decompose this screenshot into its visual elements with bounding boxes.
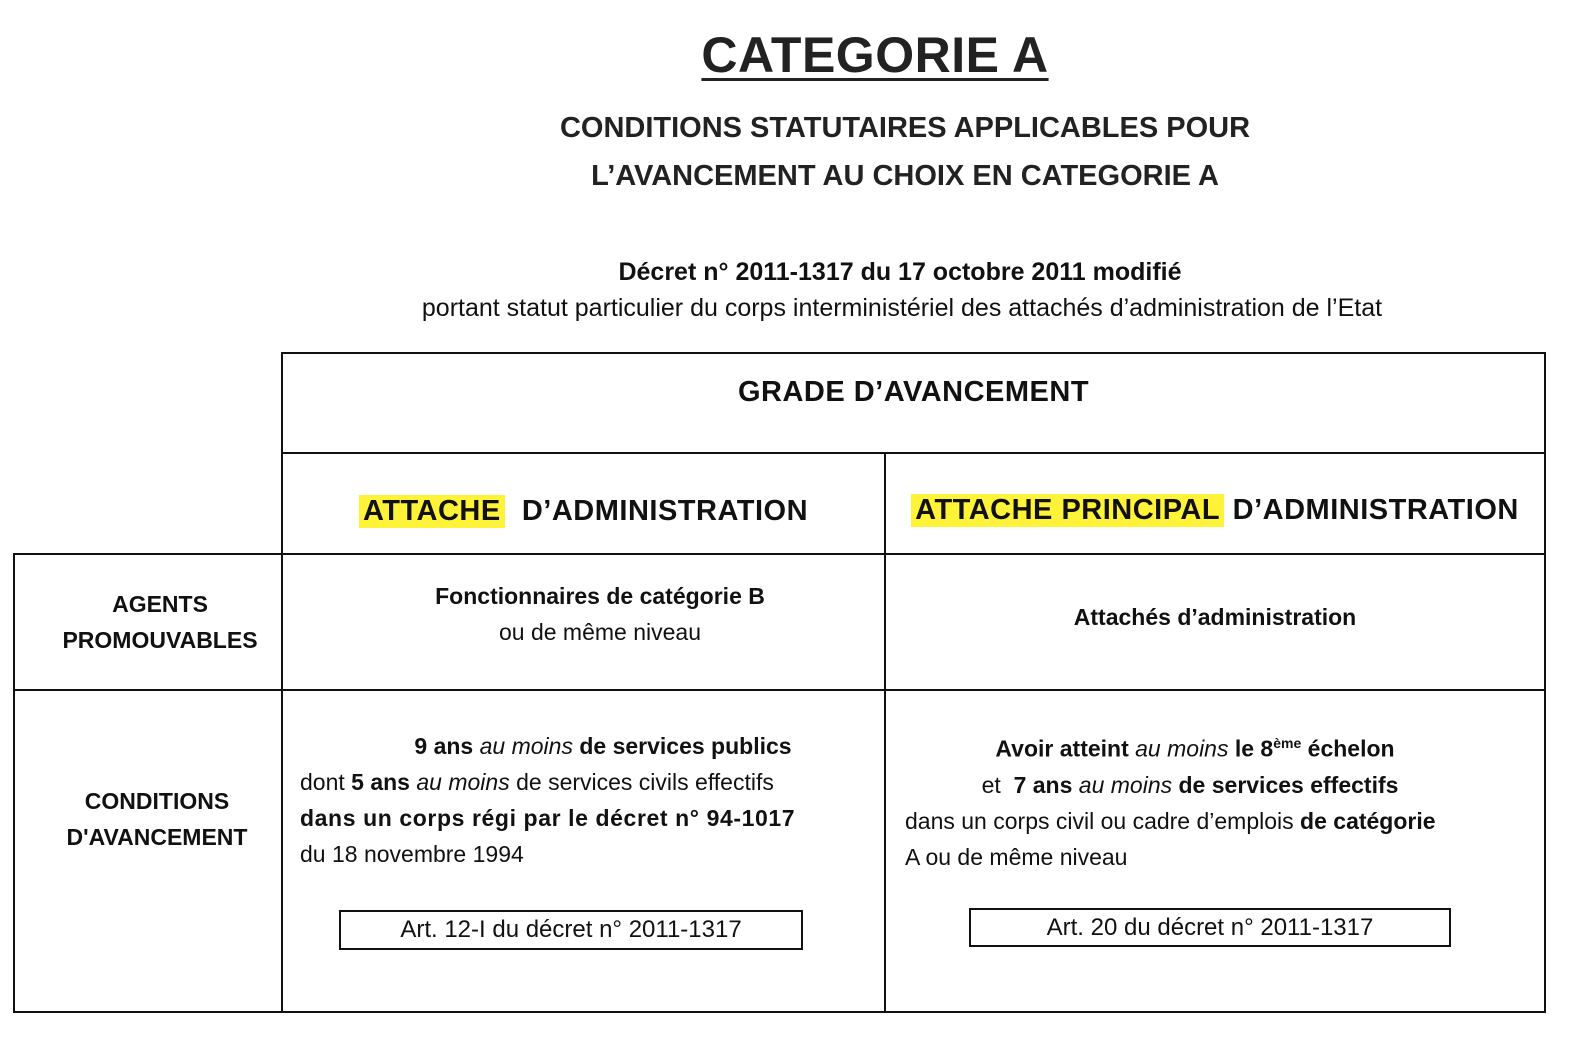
document-title: CATEGORIE A: [701, 27, 1049, 83]
superscript: ème: [1273, 735, 1302, 751]
column-header-attache: [283, 454, 884, 569]
decree-title: Décret n° 2011-1317 du 17 octobre 2011 modifié: [618, 258, 1182, 286]
text-run: et: [981, 771, 1001, 798]
document-subtitle-line1: CONDITIONS STATUTAIRES APPLICABLES POUR: [559, 112, 1251, 144]
text-run: au moins: [1078, 771, 1173, 798]
conditions-attache-principal-cell: [905, 725, 1535, 875]
text-run: le 8: [1234, 735, 1274, 762]
decree-subtitle: portant statut particulier du corps interministériel des attachés d’administration de l’Etat: [421, 294, 1383, 322]
conditions-attache-cell: [300, 728, 884, 872]
condition-line: [855, 725, 1535, 767]
agents-attache-cell: [283, 555, 917, 673]
condition-line: [300, 728, 884, 764]
text-run: de services civils effectifs: [516, 769, 774, 795]
row-label-line: AGENTS: [112, 591, 208, 617]
text-run: 5 ans: [351, 769, 410, 795]
text-run: échelon: [1307, 735, 1395, 762]
row-label-conditions: [15, 691, 299, 947]
agents-attache-principal-cell: Attachés d’administration: [1073, 604, 1357, 630]
text-run: de services effectifs: [1178, 771, 1399, 798]
condition-line: dans un corps régi par le décret n° 94-1017: [300, 805, 796, 831]
row-label-line: CONDITIONS: [84, 788, 230, 814]
cell-text: Fonctionnaires de catégorie B: [435, 583, 765, 609]
text-run: de services publics: [579, 733, 792, 759]
text-run: 9 ans: [414, 733, 474, 759]
document-subtitle-line2: L’AVANCEMENT AU CHOIX EN CATEGORIE A: [591, 160, 1219, 192]
condition-line: [845, 767, 1535, 803]
condition-line: du 18 novembre 1994: [300, 841, 524, 867]
table-border-bottom: [13, 1011, 1546, 1013]
text-run: au moins: [479, 733, 573, 759]
text-run: au moins: [416, 769, 510, 795]
text-run: Avoir atteint: [995, 735, 1129, 762]
grade-header: GRADE D’AVANCEMENT: [737, 375, 1090, 408]
text-run: de catégorie: [1300, 807, 1436, 834]
highlighted-grade: ATTACHE PRINCIPAL: [911, 494, 1224, 527]
cell-text: ou de même niveau: [498, 619, 701, 645]
text-run: dans un corps civil ou cadre d’emplois: [905, 807, 1294, 834]
highlighted-grade: ATTACHE: [359, 495, 505, 528]
condition-line: [300, 764, 884, 800]
condition-line: A ou de même niveau: [905, 843, 1128, 870]
grade-suffix: D’ADMINISTRATION: [1232, 493, 1519, 526]
text-run: dont: [300, 769, 345, 795]
legal-reference-attache-principal: Art. 20 du décret n° 2011-1317: [969, 908, 1451, 947]
text-run: 7 ans: [1013, 771, 1073, 798]
grade-suffix: D’ADMINISTRATION: [521, 495, 809, 527]
column-header-attache-principal: [886, 454, 1544, 566]
row-label-agents: [15, 555, 305, 689]
row-label-line: D'AVANCEMENT: [66, 824, 248, 850]
legal-reference-attache: Art. 12-I du décret n° 2011-1317: [339, 910, 803, 950]
condition-line: [905, 803, 1535, 839]
row-label-line: PROMOUVABLES: [62, 627, 258, 653]
text-run: au moins: [1135, 735, 1229, 762]
